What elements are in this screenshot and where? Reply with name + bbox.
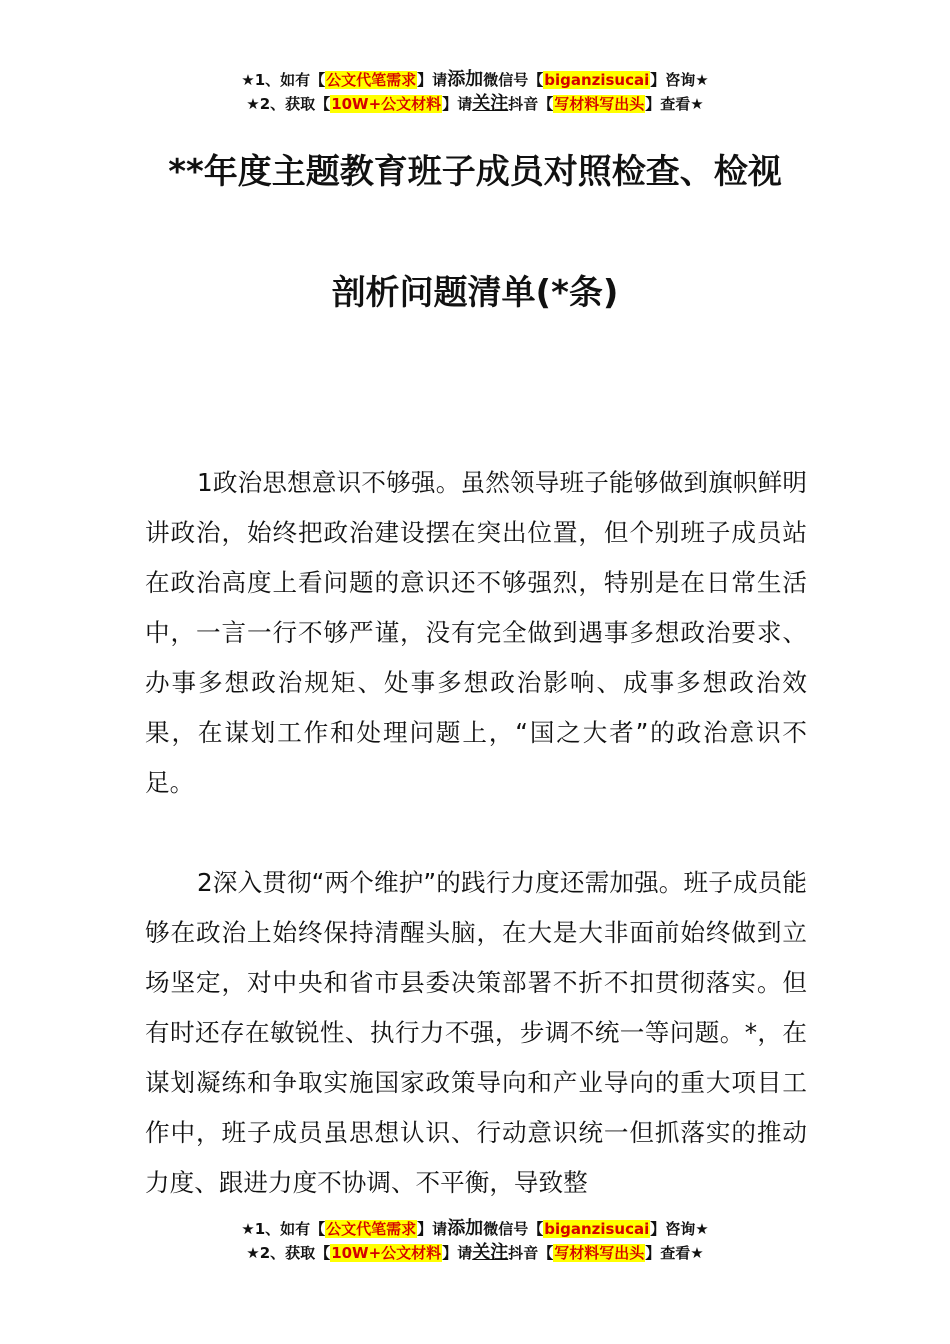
promo-highlight: 写材料写出头 <box>554 1244 645 1262</box>
promo-text: 】请 <box>417 71 448 89</box>
promo-banner-bottom <box>0 1217 950 1265</box>
promo-text: 】请 <box>442 1244 473 1262</box>
promo-text: ★2、获取【 <box>246 1244 331 1262</box>
promo-text: 微信号【 <box>483 1220 544 1238</box>
promo-text: 抖音【 <box>508 1244 554 1262</box>
promo-banner-top <box>0 68 950 116</box>
promo-highlight: 公文代笔需求 <box>326 71 417 89</box>
promo-highlight: 10W+公文材料 <box>331 1244 442 1262</box>
promo-emphasis: 关注 <box>472 93 509 114</box>
document-title-line-2: 剖析问题清单(*条) <box>331 273 619 313</box>
promo-text: 】咨询★ <box>650 1220 709 1238</box>
promo-highlight: 10W+公文材料 <box>331 95 442 113</box>
promo-line-2 <box>0 92 950 116</box>
promo-text: 】咨询★ <box>650 71 709 89</box>
body-paragraph-2: 2深入贯彻“两个维护”的践行力度还需加强。班子成员能够在政治上始终保持清醒头脑，在大是大非面前始终做到立场坚定，对中央和省市县委决策部署不折不扣贯彻落实。但有时还存在敏锐性、执行力不强，步调不统一等问题。*，在谋划凝练和争取实施国家政策导向和产业导向的重大项目工作中，班子成员虽思想认识、行动意识统一但抓落实的推动力度、跟进力度不协调、不平衡，导致整 <box>145 868 807 1197</box>
promo-text: ★1、如有【 <box>241 71 326 89</box>
promo-line-1 <box>0 68 950 92</box>
promo-highlight: biganzisucai <box>544 1220 650 1238</box>
document-title-line-1: **年度主题教育班子成员对照检查、检视 <box>168 152 782 192</box>
promo-highlight: biganzisucai <box>544 71 650 89</box>
promo-highlight: 写材料写出头 <box>554 95 645 113</box>
body-paragraph-1: 1政治思想意识不够强。虽然领导班子能够做到旗帜鲜明讲政治，始终把政治建设摆在突出位置，但个别班子成员站在政治高度上看问题的意识还不够强烈，特别是在日常生活中，一言一行不够严谨，没有完全做到遇事多想政治要求、办事多想政治规矩、处事多想政治影响、成事多想政治效果，在谋划工作和处理问题上，“国之大者”的政治意识不足。 <box>145 468 807 797</box>
promo-emphasis: 关注 <box>472 1242 509 1263</box>
promo-text: 】请 <box>417 1220 448 1238</box>
promo-text: 抖音【 <box>508 95 554 113</box>
promo-text: 】查看★ <box>645 95 704 113</box>
promo-emphasis: 添加 <box>447 1218 484 1239</box>
promo-text: 】查看★ <box>645 1244 704 1262</box>
promo-line-2 <box>0 1241 950 1265</box>
promo-emphasis: 添加 <box>447 69 484 90</box>
promo-text: ★1、如有【 <box>241 1220 326 1238</box>
promo-highlight: 公文代笔需求 <box>326 1220 417 1238</box>
promo-text: 】请 <box>442 95 473 113</box>
promo-text: 微信号【 <box>483 71 544 89</box>
promo-text: ★2、获取【 <box>246 95 331 113</box>
promo-line-1 <box>0 1217 950 1241</box>
